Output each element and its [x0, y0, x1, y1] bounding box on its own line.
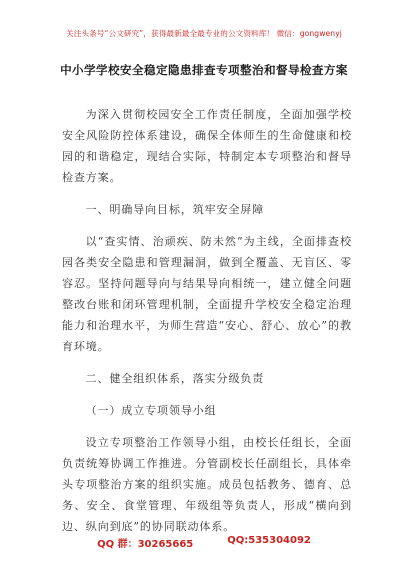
- intro-paragraph: 为深入贯彻校园安全工作责任制度，全面加强学校安全风险防控体系建设，确保全体师生的生命健康和校园的和谐稳定，现结合实际，特制定本专项整治和督导检查方案。: [62, 108, 352, 184]
- subsection-heading-1: （一）成立专项领导小组: [85, 404, 217, 417]
- document-title: 中小学学校安全稳定隐患排查专项整治和督导检查方案: [60, 63, 348, 77]
- subsection-1-paragraph: 设立专项整治工作领导小组，由校长任组长，全面负责统筹协调工作推进。分管副校长任副组长，具体牵头专项整治方案的组织实施。成员包括教务、德育、总务、安全、食堂管理、年级组等负责人，形成“横向到边、纵向到底”的协同联动体系。: [62, 436, 352, 533]
- section-heading-2: 二、健全组织体系，落实分级负责: [85, 372, 265, 385]
- qq-number: QQ:535304092: [227, 535, 311, 546]
- header-banner: [0, 0, 408, 60]
- section-1-paragraph: 以“查实情、治顽疾、防未然”为主线，全面排查校园各类安全隐患和管理漏洞，做到全覆盖、无盲区、零容忍。坚持问题导向与结果导向相统一，建立健全问题整改台账和闭环管理机制，全面提升学校安全稳定治理能力和治理水平，为师生营造“安心、舒心、放心”的教育环境。: [62, 235, 352, 353]
- section-heading-1: 一、明确导向目标，筑牢安全屏障: [85, 203, 265, 216]
- footer-contact: [0, 535, 408, 549]
- document-body: [62, 104, 352, 548]
- qq-group-number: QQ 群：30265665: [97, 539, 194, 550]
- banner-text: 关注头条号“公文研究”，获得最新最全最专业的公文资料库！ 微信：gongwenyj: [66, 28, 342, 38]
